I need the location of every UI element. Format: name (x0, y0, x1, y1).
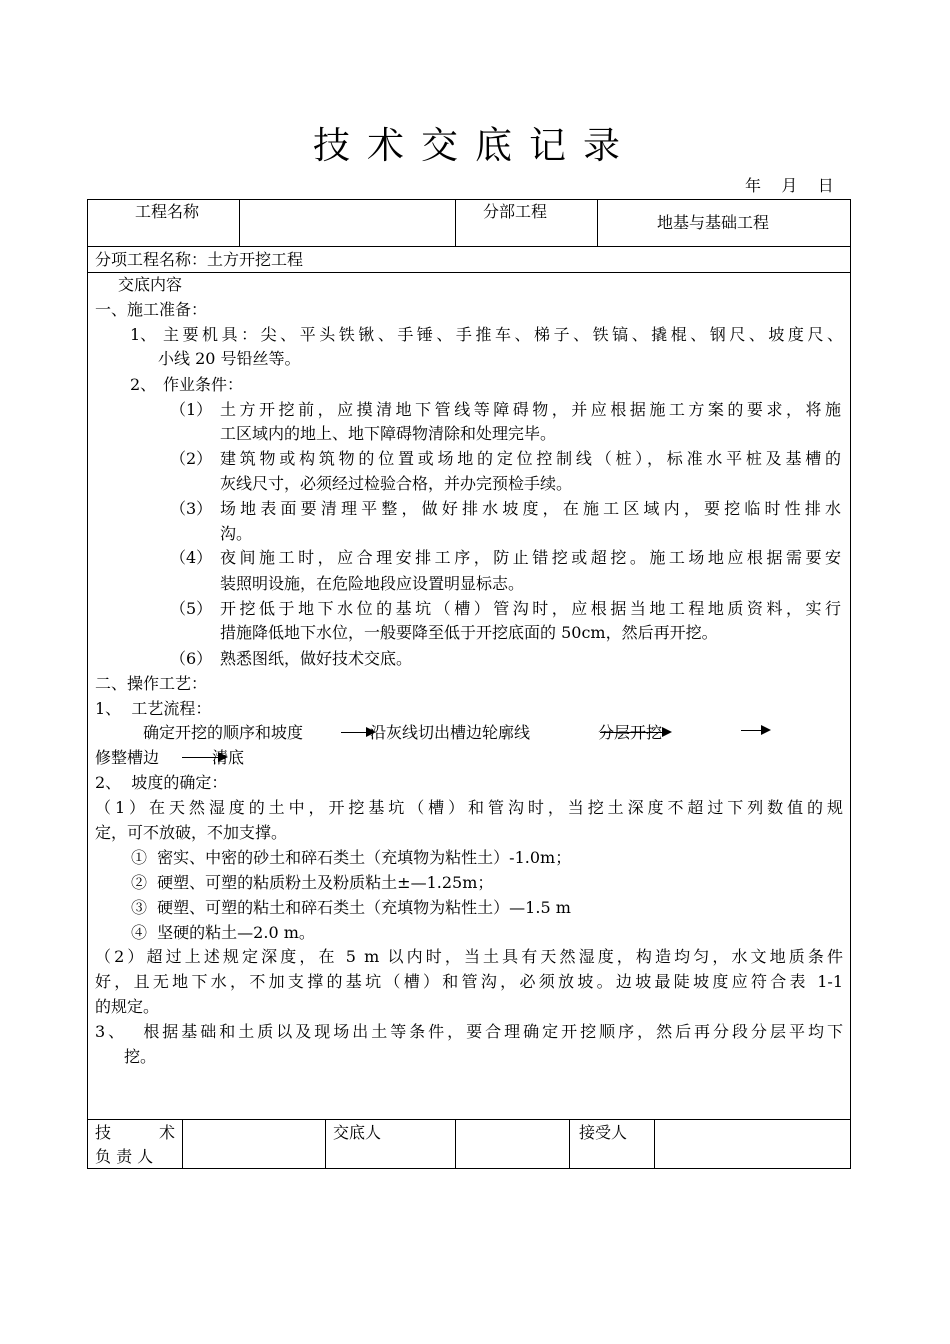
flow-step: 分层开挖 (598, 723, 663, 742)
slope-paragraph: （2）超过上述规定深度，在 5 m 以内时，当土具有天然湿度，构造均匀，水文地质条件 (95, 947, 843, 966)
document-title: 技术交底记录 (313, 124, 637, 167)
row-divider (87, 246, 851, 247)
project-name-label: 工程名称 (135, 202, 200, 221)
condition-text: 灰线尺寸，必须经过检验合格，并办完预检手续。 (220, 474, 573, 493)
footer-divider (569, 1119, 570, 1169)
flow-arrow-icon (741, 730, 769, 731)
condition-number: （4） (170, 548, 213, 567)
footer-divider (182, 1119, 183, 1169)
equipment-text: 主要机具：尖、平头铁锹、手锤、手推车、梯子、铁镐、撬棍、钢尺、坡度尺、 (163, 325, 843, 344)
slope-paragraph: 好，且无地下水，不加支撑的基坑（槽）和管沟，必须放坡。边坡最陡坡度应符合表 1-1 (95, 972, 843, 991)
row-divider (87, 1119, 851, 1120)
condition-number: （1） (170, 400, 213, 419)
subitem-name: 分项工程名称：土方开挖工程 (95, 250, 304, 269)
condition-text: 熟悉图纸，做好技术交底。 (220, 649, 413, 668)
tech-lead-label: 技 术 (95, 1123, 175, 1142)
condition-text: 建筑物或构筑物的位置或场地的定位控制线（桩），标准水平桩及基槽的 (220, 449, 841, 468)
section-heading: 二、操作工艺： (95, 674, 208, 693)
footer-divider (455, 1119, 456, 1169)
slope-paragraph: 定，可不放破，不加支撑。 (95, 823, 288, 842)
list-number: 1、 (130, 325, 157, 344)
tech-lead-label: 负 责 人 (95, 1147, 154, 1166)
content-heading: 交底内容 (118, 275, 183, 294)
excavation-order-text: 挖。 (124, 1047, 157, 1066)
flow-step: 修整槽边 (95, 748, 160, 767)
soil-depth-item: ② 硬塑、可塑的粘质粉土及粉质粘土±—1.25m； (131, 873, 494, 892)
division-value: 地基与基础工程 (657, 213, 770, 232)
condition-number: （2） (170, 449, 213, 468)
excavation-order-text: 3、 根据基础和土质以及现场出土等条件，要合理确定开挖顺序，然后再分段分层平均下 (95, 1022, 843, 1041)
soil-depth-item: ④ 坚硬的粘土—2.0 m。 (131, 923, 315, 942)
flow-heading: 1、 工艺流程： (95, 699, 212, 718)
date-label: 年 月 日 (745, 176, 834, 195)
receiver-label: 接受人 (579, 1123, 628, 1142)
condition-number: （6） (170, 649, 213, 668)
condition-number: （5） (170, 599, 213, 618)
slope-paragraph: 的规定。 (95, 997, 160, 1016)
condition-text: 措施降低地下水位，一般要降至低于开挖底面的 50cm，然后再开挖。 (220, 623, 718, 642)
row-divider (87, 272, 851, 273)
footer-divider (325, 1119, 326, 1169)
footer-divider (654, 1119, 655, 1169)
soil-depth-item: ③ 硬塑、可塑的粘土和碎石类土（充填物为粘性土）—1.5 m (131, 898, 571, 917)
condition-text: 装照明设施，在危险地段应设置明显标志。 (220, 574, 525, 593)
condition-text: 土方开挖前，应摸清地下管线等障碍物，并应根据施工方案的要求，将施 (220, 400, 841, 419)
section-heading: 一、施工准备： (95, 300, 208, 319)
flow-step: 确定开挖的顺序和坡度 (143, 723, 304, 742)
condition-text: 工区域内的地上、地下障碍物清除和处理完毕。 (220, 424, 557, 443)
discloser-label: 交底人 (333, 1123, 382, 1142)
condition-number: （3） (170, 499, 213, 518)
list-number: 2、 (130, 375, 157, 394)
flow-step: 清底 (212, 748, 245, 767)
condition-text: 沟。 (220, 524, 253, 543)
conditions-heading: 作业条件： (163, 375, 244, 394)
slope-paragraph: （1）在天然湿度的土中，开挖基坑（槽）和管沟时，当挖土深度不超过下列数值的规 (95, 798, 843, 817)
soil-depth-item: ① 密实、中密的砂土和碎石类土（充填物为粘性土）-1.0m； (131, 848, 572, 867)
header-divider (455, 199, 456, 246)
header-divider (239, 199, 240, 246)
slope-heading: 2、 坡度的确定： (95, 773, 228, 792)
condition-text: 夜间施工时，应合理安排工序，防止错挖或超挖。施工场地应根据需要安 (220, 548, 841, 567)
equipment-text: 小线 20 号铅丝等。 (158, 349, 301, 368)
flow-step: 沿灰线切出槽边轮廓线 (370, 723, 531, 742)
header-divider (597, 199, 598, 246)
condition-text: 开挖低于地下水位的基坑（槽）管沟时，应根据当地工程地质资料，实行 (220, 599, 841, 618)
division-label: 分部工程 (483, 202, 548, 221)
condition-text: 场地表面要清理平整，做好排水坡度，在施工区域内，要挖临时性排水 (220, 499, 841, 518)
